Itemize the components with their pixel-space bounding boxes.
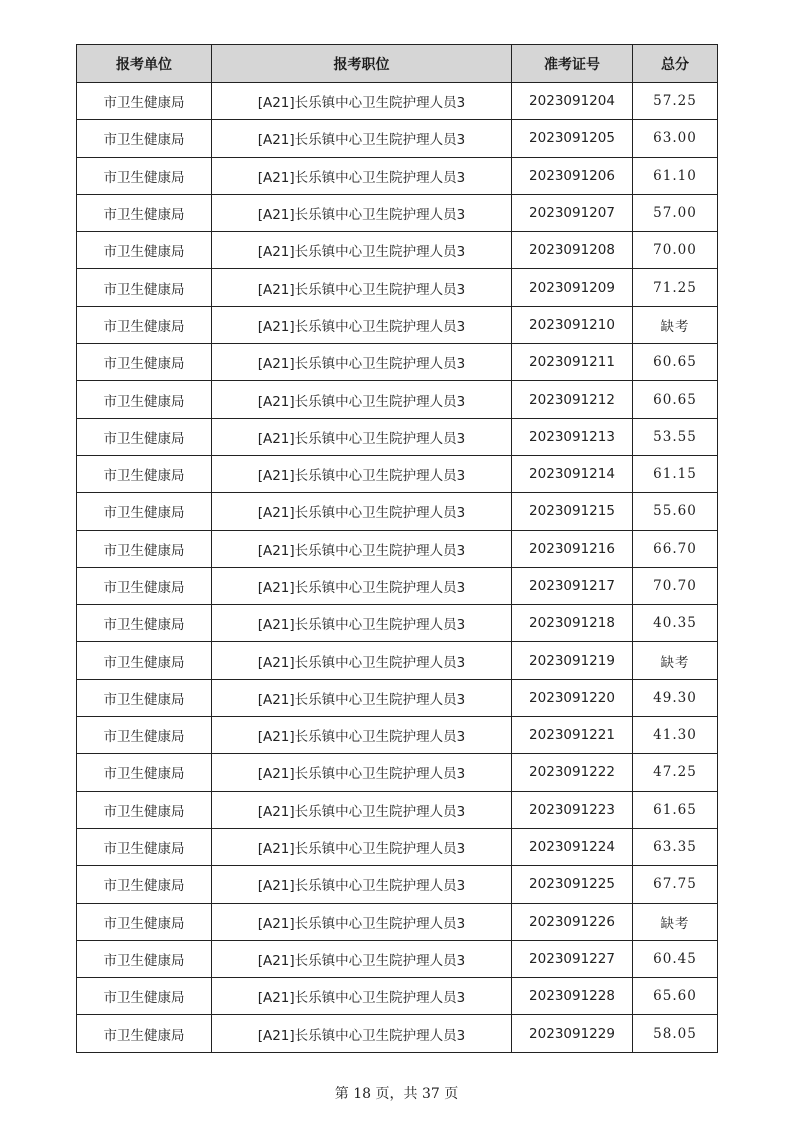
table-row <box>77 567 718 604</box>
cell-score: 65.60 <box>633 978 718 1015</box>
header-score: 总分 <box>633 45 718 83</box>
cell-position: [A21]长乐镇中心卫生院护理人员3 <box>212 828 512 865</box>
cell-exam-id: 2023091227 <box>512 940 633 977</box>
cell-score: 71.25 <box>633 269 718 306</box>
table-row <box>77 754 718 791</box>
cell-position: [A21]长乐镇中心卫生院护理人员3 <box>212 455 512 492</box>
cell-exam-id: 2023091213 <box>512 418 633 455</box>
table-row <box>77 381 718 418</box>
cell-position: [A21]长乐镇中心卫生院护理人员3 <box>212 642 512 679</box>
table-row <box>77 269 718 306</box>
page-number: 第 18 页，共 37 页 <box>334 1086 459 1102</box>
cell-position: [A21]长乐镇中心卫生院护理人员3 <box>212 157 512 194</box>
cell-unit: 市卫生健康局 <box>77 679 212 716</box>
cell-exam-id: 2023091228 <box>512 978 633 1015</box>
cell-unit: 市卫生健康局 <box>77 903 212 940</box>
cell-unit: 市卫生健康局 <box>77 791 212 828</box>
cell-position: [A21]长乐镇中心卫生院护理人员3 <box>212 903 512 940</box>
cell-exam-id: 2023091226 <box>512 903 633 940</box>
cell-unit: 市卫生健康局 <box>77 455 212 492</box>
table-row <box>77 344 718 381</box>
table-row <box>77 530 718 567</box>
cell-unit: 市卫生健康局 <box>77 828 212 865</box>
cell-score: 41.30 <box>633 717 718 754</box>
cell-position: [A21]长乐镇中心卫生院护理人员3 <box>212 344 512 381</box>
table-row <box>77 120 718 157</box>
cell-unit: 市卫生健康局 <box>77 269 212 306</box>
cell-unit: 市卫生健康局 <box>77 381 212 418</box>
cell-exam-id: 2023091211 <box>512 344 633 381</box>
cell-score: 61.15 <box>633 455 718 492</box>
cell-score: 60.65 <box>633 381 718 418</box>
cell-exam-id: 2023091223 <box>512 791 633 828</box>
cell-position: [A21]长乐镇中心卫生院护理人员3 <box>212 567 512 604</box>
table-header-row <box>77 45 718 83</box>
header-unit: 报考单位 <box>77 45 212 83</box>
table-body <box>77 83 718 1053</box>
cell-score: 66.70 <box>633 530 718 567</box>
cell-score: 53.55 <box>633 418 718 455</box>
table-row <box>77 194 718 231</box>
cell-position: [A21]长乐镇中心卫生院护理人员3 <box>212 530 512 567</box>
cell-exam-id: 2023091204 <box>512 83 633 120</box>
cell-exam-id: 2023091229 <box>512 1015 633 1052</box>
table-row <box>77 1015 718 1052</box>
cell-exam-id: 2023091212 <box>512 381 633 418</box>
cell-exam-id: 2023091210 <box>512 306 633 343</box>
cell-unit: 市卫生健康局 <box>77 567 212 604</box>
table-row <box>77 866 718 903</box>
cell-unit: 市卫生健康局 <box>77 418 212 455</box>
cell-score: 67.75 <box>633 866 718 903</box>
cell-exam-id: 2023091222 <box>512 754 633 791</box>
cell-position: [A21]长乐镇中心卫生院护理人员3 <box>212 754 512 791</box>
cell-exam-id: 2023091207 <box>512 194 633 231</box>
table-row <box>77 605 718 642</box>
cell-position: [A21]长乐镇中心卫生院护理人员3 <box>212 791 512 828</box>
cell-score: 40.35 <box>633 605 718 642</box>
table-row <box>77 642 718 679</box>
cell-score: 60.65 <box>633 344 718 381</box>
header-position: 报考职位 <box>212 45 512 83</box>
cell-unit: 市卫生健康局 <box>77 717 212 754</box>
cell-position: [A21]长乐镇中心卫生院护理人员3 <box>212 232 512 269</box>
cell-exam-id: 2023091216 <box>512 530 633 567</box>
cell-score: 缺考 <box>633 642 718 679</box>
cell-exam-id: 2023091208 <box>512 232 633 269</box>
cell-score: 55.60 <box>633 493 718 530</box>
cell-position: [A21]长乐镇中心卫生院护理人员3 <box>212 418 512 455</box>
cell-unit: 市卫生健康局 <box>77 605 212 642</box>
cell-exam-id: 2023091218 <box>512 605 633 642</box>
cell-position: [A21]长乐镇中心卫生院护理人员3 <box>212 83 512 120</box>
table-row <box>77 157 718 194</box>
cell-unit: 市卫生健康局 <box>77 194 212 231</box>
table-row <box>77 232 718 269</box>
cell-exam-id: 2023091220 <box>512 679 633 716</box>
score-table <box>76 44 718 1053</box>
cell-position: [A21]长乐镇中心卫生院护理人员3 <box>212 717 512 754</box>
cell-score: 47.25 <box>633 754 718 791</box>
cell-exam-id: 2023091206 <box>512 157 633 194</box>
cell-unit: 市卫生健康局 <box>77 940 212 977</box>
cell-position: [A21]长乐镇中心卫生院护理人员3 <box>212 306 512 343</box>
cell-score: 70.00 <box>633 232 718 269</box>
cell-position: [A21]长乐镇中心卫生院护理人员3 <box>212 1015 512 1052</box>
table-row <box>77 83 718 120</box>
cell-score: 缺考 <box>633 306 718 343</box>
cell-score: 70.70 <box>633 567 718 604</box>
cell-score: 63.00 <box>633 120 718 157</box>
table-row <box>77 791 718 828</box>
cell-exam-id: 2023091214 <box>512 455 633 492</box>
cell-exam-id: 2023091219 <box>512 642 633 679</box>
cell-score: 60.45 <box>633 940 718 977</box>
cell-unit: 市卫生健康局 <box>77 493 212 530</box>
cell-unit: 市卫生健康局 <box>77 120 212 157</box>
cell-position: [A21]长乐镇中心卫生院护理人员3 <box>212 940 512 977</box>
cell-exam-id: 2023091215 <box>512 493 633 530</box>
table-row <box>77 418 718 455</box>
cell-exam-id: 2023091225 <box>512 866 633 903</box>
table-row <box>77 306 718 343</box>
cell-score: 缺考 <box>633 903 718 940</box>
cell-unit: 市卫生健康局 <box>77 83 212 120</box>
table-row <box>77 978 718 1015</box>
cell-exam-id: 2023091221 <box>512 717 633 754</box>
cell-position: [A21]长乐镇中心卫生院护理人员3 <box>212 866 512 903</box>
cell-position: [A21]长乐镇中心卫生院护理人员3 <box>212 493 512 530</box>
cell-unit: 市卫生健康局 <box>77 642 212 679</box>
cell-unit: 市卫生健康局 <box>77 232 212 269</box>
cell-exam-id: 2023091205 <box>512 120 633 157</box>
table-row <box>77 903 718 940</box>
table-row <box>77 940 718 977</box>
cell-position: [A21]长乐镇中心卫生院护理人员3 <box>212 978 512 1015</box>
cell-position: [A21]长乐镇中心卫生院护理人员3 <box>212 120 512 157</box>
header-exam-id: 准考证号 <box>512 45 633 83</box>
cell-position: [A21]长乐镇中心卫生院护理人员3 <box>212 194 512 231</box>
cell-score: 58.05 <box>633 1015 718 1052</box>
table-row <box>77 679 718 716</box>
cell-exam-id: 2023091217 <box>512 567 633 604</box>
cell-exam-id: 2023091209 <box>512 269 633 306</box>
cell-unit: 市卫生健康局 <box>77 866 212 903</box>
cell-score: 61.10 <box>633 157 718 194</box>
cell-position: [A21]长乐镇中心卫生院护理人员3 <box>212 679 512 716</box>
cell-score: 57.25 <box>633 83 718 120</box>
table-header <box>77 45 718 83</box>
cell-unit: 市卫生健康局 <box>77 1015 212 1052</box>
cell-unit: 市卫生健康局 <box>77 754 212 791</box>
cell-unit: 市卫生健康局 <box>77 978 212 1015</box>
cell-score: 61.65 <box>633 791 718 828</box>
table-row <box>77 493 718 530</box>
cell-score: 57.00 <box>633 194 718 231</box>
cell-unit: 市卫生健康局 <box>77 530 212 567</box>
cell-unit: 市卫生健康局 <box>77 306 212 343</box>
cell-unit: 市卫生健康局 <box>77 344 212 381</box>
cell-position: [A21]长乐镇中心卫生院护理人员3 <box>212 269 512 306</box>
cell-position: [A21]长乐镇中心卫生院护理人员3 <box>212 381 512 418</box>
cell-unit: 市卫生健康局 <box>77 157 212 194</box>
table-row <box>77 717 718 754</box>
table-row <box>77 828 718 865</box>
cell-position: [A21]长乐镇中心卫生院护理人员3 <box>212 605 512 642</box>
table-row <box>77 455 718 492</box>
cell-score: 63.35 <box>633 828 718 865</box>
cell-exam-id: 2023091224 <box>512 828 633 865</box>
cell-score: 49.30 <box>633 679 718 716</box>
